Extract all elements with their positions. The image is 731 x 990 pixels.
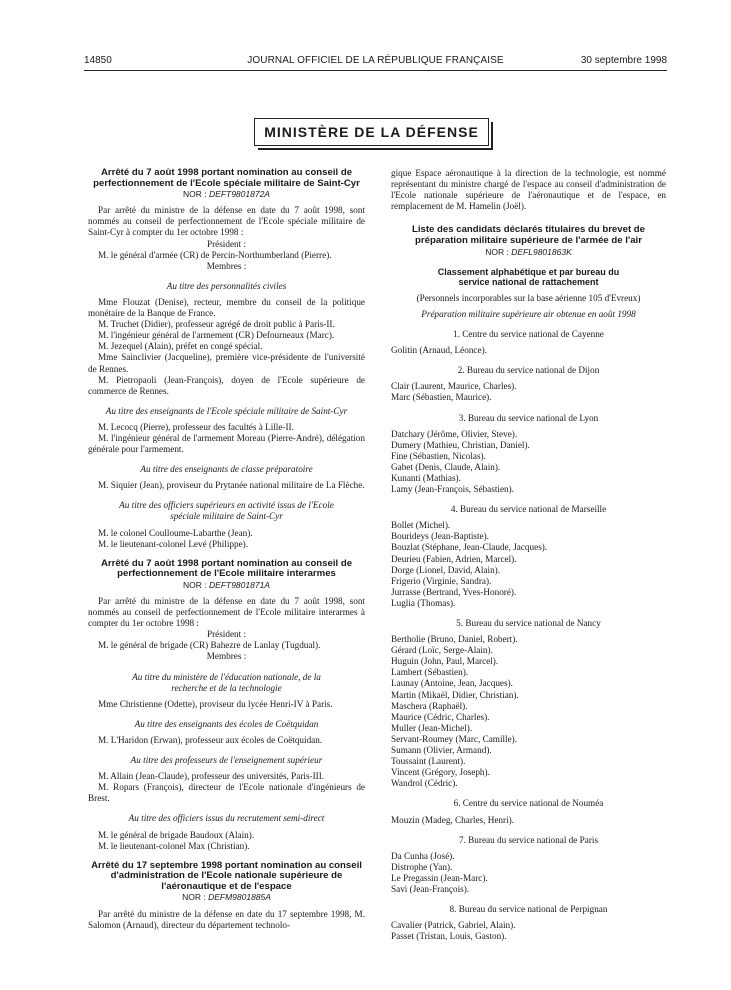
candidate-name: Launay (Antoine, Jean, Jacques). — [391, 678, 513, 689]
decree2-intro: Par arrêté du ministre de la défense en date du 7 août 1998, sont nommés au conseil de perfectionnement de l'Ecole militaire interarmes à compter du 1er octobre 1998 : — [88, 596, 365, 629]
right-column — [391, 168, 666, 942]
candidate-name: Lamy (Jean-François, Sébastien). — [391, 484, 514, 495]
candidate-name: Golitin (Arnaud, Léonce). — [391, 345, 487, 356]
bureau-heading: 5. Bureau du service national de Nancy — [456, 618, 601, 628]
section-heading: Au titre des enseignants de classe préparatoire — [140, 464, 313, 475]
candidate-name: Cavalier (Patrick, Gabriel, Alain). — [391, 920, 516, 931]
candidate-name: Bollet (Michel). — [391, 520, 451, 531]
nor-label: NOR : — [183, 579, 207, 590]
candidate-name: Distrophe (Yan). — [391, 861, 453, 872]
decree1-nor — [88, 189, 365, 200]
candidate-name: Fine (Sébastien, Nicolas). — [391, 450, 486, 461]
section-heading: Au titre des enseignants des écoles de Coëtquidan — [134, 718, 319, 729]
candidate-name: Wandrol (Cédric). — [391, 778, 458, 789]
candidate-name: Da Cunha (José). — [391, 850, 455, 861]
candidate-name: Luglia (Thomas). — [391, 597, 456, 608]
member-line: M. Allain (Jean-Claude), professeur des universités, Paris-III. — [98, 771, 325, 782]
candidate-name: Bouzlat (Stéphane, Jean-Claude, Jacques). — [391, 542, 548, 553]
candidate-name: Maschera (Raphaël). — [391, 700, 468, 711]
nor-code: DEFT9801871A — [209, 579, 270, 590]
candidate-name: Muller (Jean-Michel). — [391, 722, 473, 733]
candidate-name: Maurice (Cédric, Charles). — [391, 711, 490, 722]
nor-code: DEFM9801885A — [208, 892, 271, 903]
president-label: Président : — [206, 629, 247, 640]
candidate-name: Marc (Sébastien, Maurice). — [391, 392, 492, 403]
nor-label: NOR : — [183, 189, 207, 200]
candidate-name: Lambert (Sébastien). — [391, 667, 469, 678]
bureau-heading: 1. Centre du service national de Cayenne — [453, 329, 604, 340]
member-line: M. l'ingénieur général de l'armement Moreau (Pierre-André), délégation générale pour l'armement. — [88, 432, 365, 455]
header-rule — [84, 70, 667, 71]
decree3-title: Arrêté du 17 septembre 1998 portant nomination au conseil d'administration de l'Ecole nationale supérieure de l'aéronautique et de l'espace — [91, 859, 362, 892]
bureau-heading: 2. Bureau du service national de Dijon — [457, 365, 600, 376]
candidate-name: Dumery (Mathieu, Christian, Daniel). — [391, 439, 530, 450]
ministry-title: MINISTÈRE DE LA DÉFENSE — [254, 118, 489, 146]
candidate-name: Gabet (Denis, Claude, Alain). — [391, 461, 501, 472]
member-line: M. Truchet (Didier), professeur agrégé de droit public à Paris-II. — [98, 319, 335, 330]
member-line: M. le lieutenant-colonel Levé (Philippe). — [98, 538, 249, 549]
candidate-name: Gérard (Loïc, Serge-Alain). — [391, 645, 493, 656]
section-heading: Au titre des officiers supérieurs en activité issus de l'Ecole spéciale militaire de Saint-Cyr — [119, 500, 334, 522]
bureau-heading: 8. Bureau du service national de Perpignan — [449, 904, 608, 915]
nor-label: NOR : — [182, 892, 206, 903]
section-heading: Au titre du ministère de l'éducation nationale, de la recherche et de la technologie — [132, 671, 321, 693]
member-line: M. L'Haridon (Erwan), professeur aux écoles de Coëtquidan. — [98, 734, 323, 745]
publication-title: JOURNAL OFFICIEL DE LA RÉPUBLIQUE FRANÇAISE — [247, 55, 504, 66]
note-pms: Préparation militaire supérieure air obtenue en août 1998 — [421, 308, 636, 319]
member-line: M. Pietropaoli (Jean-François), doyen de l'Ecole supérieure de commerce de Rennes. — [88, 374, 365, 396]
bureau-heading: 7. Bureau du service national de Paris — [458, 834, 599, 845]
candidate-name: Mouzin (Madeg, Charles, Henri). — [391, 814, 514, 825]
candidate-name: Datchary (Jérôme, Olivier, Steve). — [391, 428, 518, 439]
decree1-title: Arrêté du 7 août 1998 portant nomination au conseil de perfectionnement de l'Ecole spéciale militaire de Saint-Cyr — [93, 167, 360, 189]
member-line: M. l'ingénieur général de l'armement (CR) Defourneaux (Marc). — [98, 330, 335, 341]
member-line: M. le général de brigade Baudoux (Alain). — [98, 829, 255, 840]
member-line: Mme Christienne (Odette), proviseur du lycée Henri-IV à Paris. — [98, 698, 333, 709]
decree3-nor — [88, 892, 365, 903]
president-name: M. le général d'armée (CR) de Percin-Northumberland (Pierre). — [98, 249, 332, 260]
president-label: Président : — [206, 238, 247, 249]
note-personnels: (Personnels incorporables sur la base aérienne 105 d'Evreux) — [416, 292, 641, 303]
candidate-name: Jurrasse (Bertrand, Yves-Honoré). — [391, 586, 517, 597]
decree2-title: Arrêté du 7 août 1998 portant nomination au conseil de perfectionnement de l'Ecole militaire interarmes — [100, 557, 353, 580]
section-heading: Au titre des personnalités civiles — [166, 280, 287, 291]
members-label: Membres : — [206, 651, 247, 662]
member-line: M. Siquier (Jean), proviseur du Prytanée national militaire de La Flèche. — [98, 480, 365, 491]
bureau-list — [391, 329, 666, 942]
member-line: Mme Sainclivier (Jacqueline), première vice-présidente de l'université de Rennes. — [88, 352, 365, 374]
president-name: M. le général de brigade (CR) Bahezre de Lanlay (Tugdual). — [98, 640, 321, 651]
decree3-intro: Par arrêté du ministre de la défense en date du 17 septembre 1998, M. Salomon (Arnaud), directeur du département technolo- — [88, 908, 365, 930]
candidate-name: Huguin (John, Paul, Marcel). — [391, 656, 499, 667]
candidate-name: Bourideys (Jean-Baptiste). — [391, 531, 489, 542]
candidate-name: Le Pregassin (Jean-Marc). — [391, 872, 488, 883]
candidate-name: Dorge (Lionel, David, Alain). — [391, 564, 501, 575]
candidate-name: Vincent (Grégory, Joseph). — [391, 767, 490, 778]
member-line: Mme Flouzat (Denise), recteur, membre du conseil de la politique monétaire de la Banque de France. — [88, 296, 365, 319]
decree3-continuation: gique Espace aéronautique à la direction de la technologie, est nommé représentant du ministre chargé de l'espace au conseil d'administration de l'Ecole nationale supérieure de l'aéronautique et de l'espace, en remplacement de M. Hamelin (Joël). — [391, 168, 666, 212]
member-line: M. le lieutenant-colonel Max (Christian). — [98, 840, 250, 851]
classement-heading: Classement alphabétique et par bureau du service national de rattachement — [437, 266, 620, 288]
bureau-heading: 4. Bureau du service national de Marseille — [450, 504, 607, 515]
left-column — [88, 168, 365, 931]
section-heading: Au titre des officiers issus du recrutement semi-direct — [128, 813, 325, 824]
candidate-name: Sumann (Olivier, Armand). — [391, 745, 492, 756]
bureau-heading: 3. Bureau du service national de Lyon — [458, 412, 599, 423]
issue-date: 30 septembre 1998 — [580, 55, 667, 66]
nor-code: DEFL9801863K — [511, 246, 572, 257]
candidate-name: Savi (Jean-François). — [391, 883, 470, 894]
page-number: 14850 — [84, 55, 112, 66]
candidate-name: Bertholie (Bruno, Daniel, Robert). — [391, 634, 518, 645]
bureau-heading: 6. Centre du service national de Nouméa — [453, 798, 604, 809]
nor-label: NOR : — [485, 246, 509, 257]
candidate-name: Kunanti (Mathias). — [391, 472, 461, 483]
decree2-nor — [88, 580, 365, 591]
candidate-name: Toussaint (Laurent). — [391, 756, 466, 767]
candidates-list-title: Liste des candidats déclarés titulaires du brevet de préparation militaire supérieure de l'armée de l'air — [412, 224, 645, 246]
candidate-name: Martin (Mikaël, Didier, Christian). — [391, 689, 519, 700]
nor-code: DEFT9801872A — [209, 189, 270, 200]
candidate-name: Passet (Tristan, Louis, Gaston). — [391, 931, 507, 942]
decree1-intro: Par arrêté du ministre de la défense en date du 7 août 1998, sont nommés au conseil de perfectionnement de l'Ecole spéciale militaire de Saint-Cyr à compter du 1er octobre 1998 : — [88, 205, 365, 238]
running-header — [84, 55, 667, 69]
candidate-name: Clair (Laurent, Maurice, Charles). — [391, 381, 517, 392]
candidate-name: Servant-Roumey (Marc, Camille). — [391, 733, 518, 744]
section-heading: Au titre des professeurs de l'enseignement supérieur — [130, 755, 323, 766]
member-line: M. Lecocq (Pierre), professeur des facultés à Lille-II. — [98, 421, 294, 432]
member-line: M. Ropars (François), directeur de l'Ecole nationale d'ingénieurs de Brest. — [88, 782, 365, 804]
member-line: M. Jezequel (Alain), préfet en congé spécial. — [98, 341, 263, 352]
members-label: Membres : — [206, 260, 247, 271]
member-line: M. le colonel Coulloume-Labarthe (Jean). — [98, 527, 253, 538]
list-nor — [391, 247, 666, 258]
section-heading: Au titre des enseignants de l'Ecole spéciale militaire de Saint-Cyr — [105, 405, 348, 416]
candidate-name: Deurieu (Fabien, Adrien, Marcel). — [391, 553, 517, 564]
candidate-name: Frigerio (Virginie, Sandra). — [391, 575, 492, 586]
